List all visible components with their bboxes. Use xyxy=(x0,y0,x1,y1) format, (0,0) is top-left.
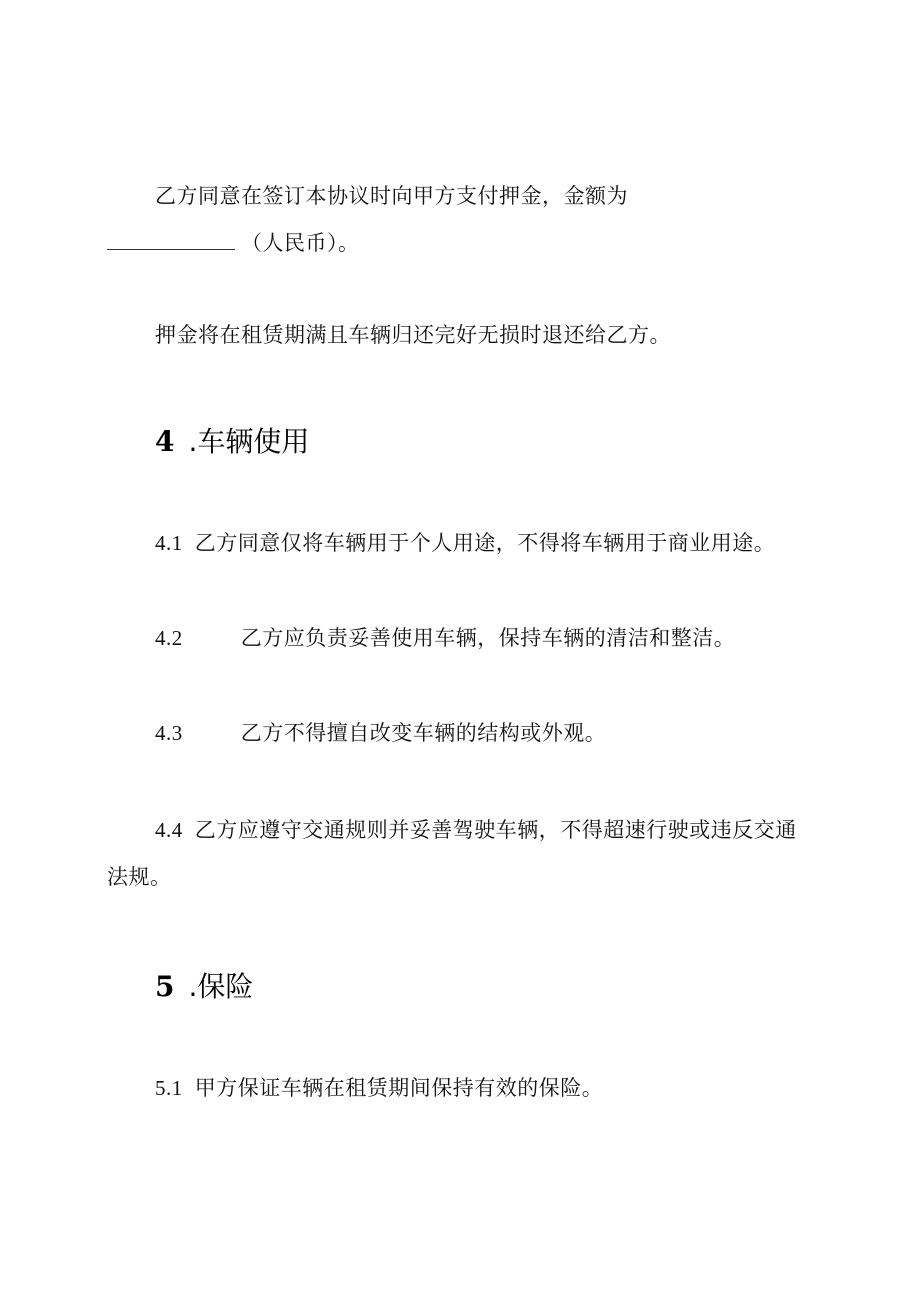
section-5-heading xyxy=(155,969,253,1005)
clause-text: 乙方不得擅自改变车辆的结构或外观。 xyxy=(240,721,607,745)
clause-number: 5.1 xyxy=(155,1076,183,1100)
deposit-line-1: 乙方同意在签订本协议时向甲方支付押金，金额为 xyxy=(155,184,628,208)
section-5-title: .保险 xyxy=(188,970,254,1003)
clause-text: 甲方保证车辆在租赁期间保持有效的保险。 xyxy=(194,1076,604,1100)
clause-number: 4.4 xyxy=(155,818,183,842)
clause-number: 4.3 xyxy=(155,721,183,745)
clause-number: 4.2 xyxy=(155,626,183,650)
section-4-number: 4 xyxy=(155,425,175,458)
clause-text: 乙方同意仅将车辆用于个人用途，不得将车辆用于商业用途。 xyxy=(194,531,776,555)
clause-4-1 xyxy=(155,528,775,558)
clause-text: 乙方应负责妥善使用车辆，保持车辆的清洁和整洁。 xyxy=(240,626,736,650)
clause-4-2 xyxy=(155,623,735,653)
currency-note: （人民币）。 xyxy=(241,231,360,255)
clause-5-1 xyxy=(155,1073,603,1103)
clause-4-4 xyxy=(155,815,797,845)
deposit-line-2 xyxy=(107,227,360,258)
deposit-refund-text: 押金将在租赁期满且车辆归还完好无损时退还给乙方。 xyxy=(155,323,671,347)
section-4-title: .车辆使用 xyxy=(188,425,310,458)
clause-number: 4.1 xyxy=(155,531,183,555)
amount-blank-field[interactable] xyxy=(107,227,235,250)
section-5-number: 5 xyxy=(155,970,175,1003)
clause-4-4-continuation: 法规。 xyxy=(107,865,172,889)
clause-text: 乙方应遵守交通规则并妥善驾驶车辆，不得超速行驶或违反交通 xyxy=(194,818,797,842)
clause-4-3 xyxy=(155,718,606,748)
section-4-heading xyxy=(155,424,309,460)
